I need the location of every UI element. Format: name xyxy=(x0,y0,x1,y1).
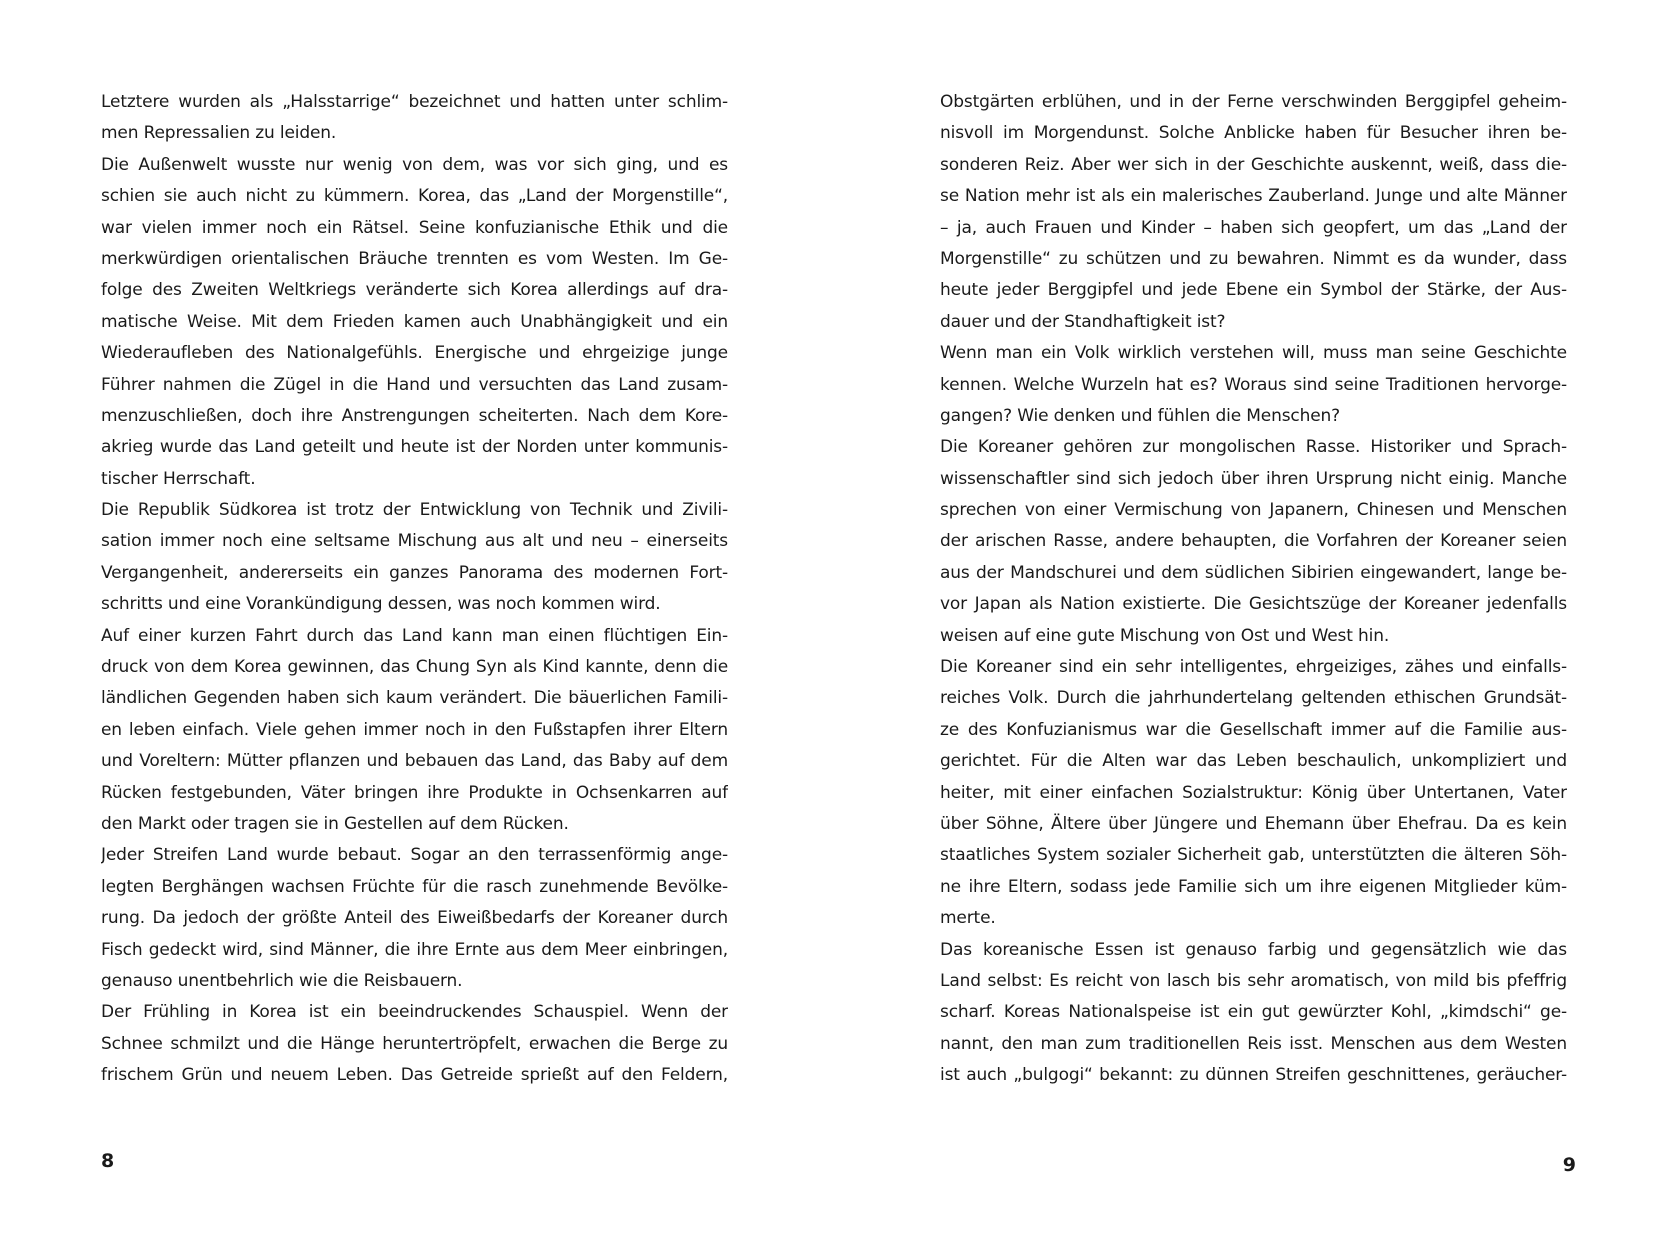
page-number-left: 8 xyxy=(101,1150,115,1172)
text-line: Wenn man ein Volk wirklich verstehen will, muss man seine Geschichte xyxy=(940,343,1567,364)
text-line: scharf. Koreas Nationalspeise ist ein gut gewürzter Kohl, „kimdschi“ ge- xyxy=(940,1002,1567,1023)
left-page-text xyxy=(101,87,728,1092)
text-line: gerichtet. Für die Alten war das Leben beschaulich, unkompliziert und xyxy=(940,751,1567,772)
text-line: Vergangenheit, andererseits ein ganzes Panorama des modernen Fort- xyxy=(101,562,728,583)
text-line: Jeder Streifen Land wurde bebaut. Sogar an den terrassenförmig ange- xyxy=(101,845,728,866)
text-line: war vielen immer noch ein Rätsel. Seine konfuzianische Ethik und die xyxy=(101,217,728,238)
text-line: sonderen Reiz. Aber wer sich in der Geschichte auskennt, weiß, dass die- xyxy=(940,154,1567,175)
text-line: Letztere wurden als „Halsstarrige“ bezeichnet und hatten unter schlim- xyxy=(101,92,728,112)
text-line: Führer nahmen die Zügel in die Hand und versuchten das Land zusam- xyxy=(101,374,728,395)
right-page-text xyxy=(940,87,1567,1092)
text-line: weisen auf eine gute Mischung von Ost und West hin. xyxy=(940,625,1390,646)
text-line: akrieg wurde das Land geteilt und heute ist der Norden unter kommunis- xyxy=(101,437,728,458)
text-line: Morgenstille“ zu schützen und zu bewahren. Nimmt es da wunder, dass xyxy=(940,248,1567,269)
text-line: Wiederaufleben des Nationalgefühls. Energische und ehrgeizige junge xyxy=(101,343,728,364)
text-line: ländlichen Gegenden haben sich kaum verändert. Die bäuerlichen Famili- xyxy=(101,688,728,709)
text-line: tischer Herrschaft. xyxy=(101,468,256,489)
text-line: dauer und der Standhaftigkeit ist? xyxy=(940,311,1226,332)
text-line: Obstgärten erblühen, und in der Ferne verschwinden Berggipfel geheim- xyxy=(940,92,1567,112)
text-line: Auf einer kurzen Fahrt durch das Land kann man einen flüchtigen Ein- xyxy=(101,625,728,646)
text-line: en leben einfach. Viele gehen immer noch in den Fußstapfen ihrer Eltern xyxy=(101,719,728,740)
text-line: – ja, auch Frauen und Kinder – haben sich geopfert, um das „Land der xyxy=(940,217,1567,238)
text-line: folge des Zweiten Weltkriegs veränderte sich Korea allerdings auf dra- xyxy=(101,280,728,301)
text-line: Das koreanische Essen ist genauso farbig und gegensätzlich wie das xyxy=(940,939,1567,960)
text-line: staatliches System sozialer Sicherheit gab, unterstützten die älteren Söh- xyxy=(940,845,1567,866)
text-line: vor Japan als Nation existierte. Die Gesichtszüge der Koreaner jedenfalls xyxy=(940,594,1567,615)
text-line: heiter, mit einer einfachen Sozialstruktur: König über Untertanen, Vater xyxy=(940,782,1567,803)
text-line: reiches Volk. Durch die jahrhundertelang geltenden ethischen Grundsät- xyxy=(940,688,1567,709)
text-line: wissenschaftler sind sich jedoch über ihren Ursprung nicht einig. Manche xyxy=(940,468,1567,489)
text-line: Rücken festgebunden, Väter bringen ihre Produkte in Ochsenkarren auf xyxy=(101,782,728,803)
text-line: ne ihre Eltern, sodass jede Familie sich um ihre eigenen Mitglieder küm- xyxy=(940,876,1567,897)
text-line: nannt, den man zum traditionellen Reis isst. Menschen aus dem Westen xyxy=(940,1033,1567,1054)
text-line: se Nation mehr ist als ein malerisches Zauberland. Junge und alte Männer xyxy=(940,186,1567,207)
text-line: legten Berghängen wachsen Früchte für die rasch zunehmende Bevölke- xyxy=(101,876,728,897)
text-line: schritts und eine Vorankündigung dessen, was noch kommen wird. xyxy=(101,594,661,615)
text-line: merte. xyxy=(940,908,996,929)
text-line: Fisch gedeckt wird, sind Männer, die ihre Ernte aus dem Meer einbringen, xyxy=(101,939,728,960)
text-line: den Markt oder tragen sie in Gestellen auf dem Rücken. xyxy=(101,813,569,834)
text-line: matische Weise. Mit dem Frieden kamen auch Unabhängigkeit und ein xyxy=(101,311,728,332)
text-line: Die Außenwelt wusste nur wenig von dem, was vor sich ging, und es xyxy=(101,154,728,175)
text-line: men Repressalien zu leiden. xyxy=(101,123,337,144)
page-number-right: 9 xyxy=(1562,1154,1576,1176)
text-line: Land selbst: Es reicht von lasch bis sehr aromatisch, von mild bis pfeffrig xyxy=(940,970,1567,991)
text-line: ze des Konfuzianismus war die Gesellschaft immer auf die Familie aus- xyxy=(940,719,1567,740)
text-line: aus der Mandschurei und dem südlichen Sibirien eingewandert, lange be- xyxy=(940,562,1567,583)
text-line: Schnee schmilzt und die Hänge heruntertröpfelt, erwachen die Berge zu xyxy=(101,1033,728,1054)
text-line: rung. Da jedoch der größte Anteil des Eiweißbedarfs der Koreaner durch xyxy=(101,908,728,929)
text-line: Die Republik Südkorea ist trotz der Entwicklung von Technik und Zivili- xyxy=(101,500,728,521)
text-line: sprechen von einer Vermischung von Japanern, Chinesen und Menschen xyxy=(940,500,1567,521)
text-line: Die Koreaner sind ein sehr intelligentes, ehrgeiziges, zähes und einfalls- xyxy=(940,657,1567,678)
text-line: kennen. Welche Wurzeln hat es? Woraus sind seine Traditionen hervorge- xyxy=(940,374,1567,395)
text-line: druck von dem Korea gewinnen, das Chung Syn als Kind kannte, denn die xyxy=(101,657,728,678)
text-line: gangen? Wie denken und fühlen die Menschen? xyxy=(940,405,1341,426)
text-line: menzuschließen, doch ihre Anstrengungen scheiterten. Nach dem Kore- xyxy=(101,405,728,426)
text-line: genauso unentbehrlich wie die Reisbauern. xyxy=(101,970,463,991)
text-line: ist auch „bulgogi“ bekannt: zu dünnen Streifen geschnittenes, geräucher- xyxy=(940,1065,1567,1086)
text-line: Die Koreaner gehören zur mongolischen Rasse. Historiker und Sprach- xyxy=(940,437,1567,458)
text-line: über Söhne, Ältere über Jüngere und Ehemann über Ehefrau. Da es kein xyxy=(940,813,1567,834)
text-line: schien sie auch nicht zu kümmern. Korea, das „Land der Morgenstille“, xyxy=(101,186,728,207)
text-line: frischem Grün und neuem Leben. Das Getreide sprießt auf den Feldern, xyxy=(101,1065,728,1086)
text-line: merkwürdigen orientalischen Bräuche trennten es vom Westen. Im Ge- xyxy=(101,248,728,269)
text-line: der arischen Rasse, andere behaupten, die Vorfahren der Koreaner seien xyxy=(940,531,1567,552)
text-line: Der Frühling in Korea ist ein beeindruckendes Schauspiel. Wenn der xyxy=(101,1002,728,1023)
text-line: nisvoll im Morgendunst. Solche Anblicke haben für Besucher ihren be- xyxy=(940,123,1567,144)
text-line: heute jeder Berggipfel und jede Ebene ein Symbol der Stärke, der Aus- xyxy=(940,280,1567,301)
text-line: und Voreltern: Mütter pflanzen und bebauen das Land, das Baby auf dem xyxy=(101,751,728,772)
right-page xyxy=(827,0,1654,1240)
text-line: sation immer noch eine seltsame Mischung aus alt und neu – einerseits xyxy=(101,531,728,552)
